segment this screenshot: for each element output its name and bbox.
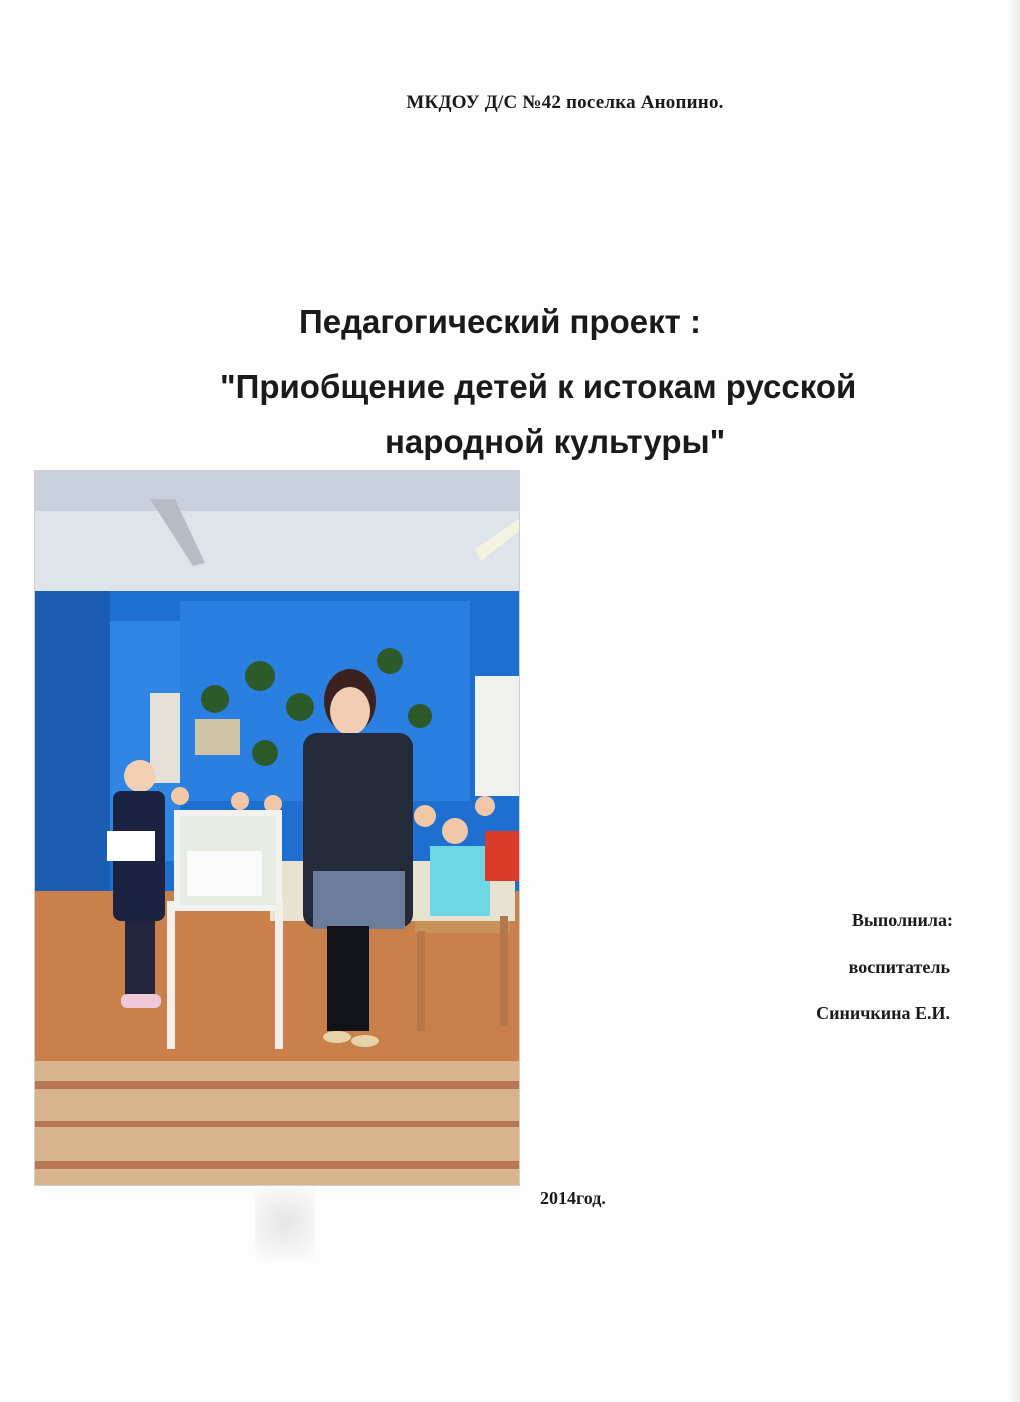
project-title-line-2: "Приобщение детей к истокам русской — [220, 368, 857, 405]
classroom-photo — [34, 470, 520, 1186]
author-role: воспитатель — [848, 957, 950, 977]
institution-header — [0, 92, 1020, 114]
document-year: 2014год. — [540, 1188, 606, 1208]
project-title-line-3: народной культуры" — [385, 423, 726, 460]
author-label: Выполнила: — [851, 910, 953, 930]
author-name: Синичкина Е.И. — [816, 1003, 950, 1023]
classroom-photo-illustration — [35, 471, 519, 1185]
project-title-line-1: Педагогический проект : — [299, 303, 701, 340]
scan-edge — [1008, 0, 1020, 1402]
institution-name: МКДОУ Д/С №42 поселка Анопино. — [406, 92, 724, 113]
scan-smudge — [255, 1185, 315, 1260]
